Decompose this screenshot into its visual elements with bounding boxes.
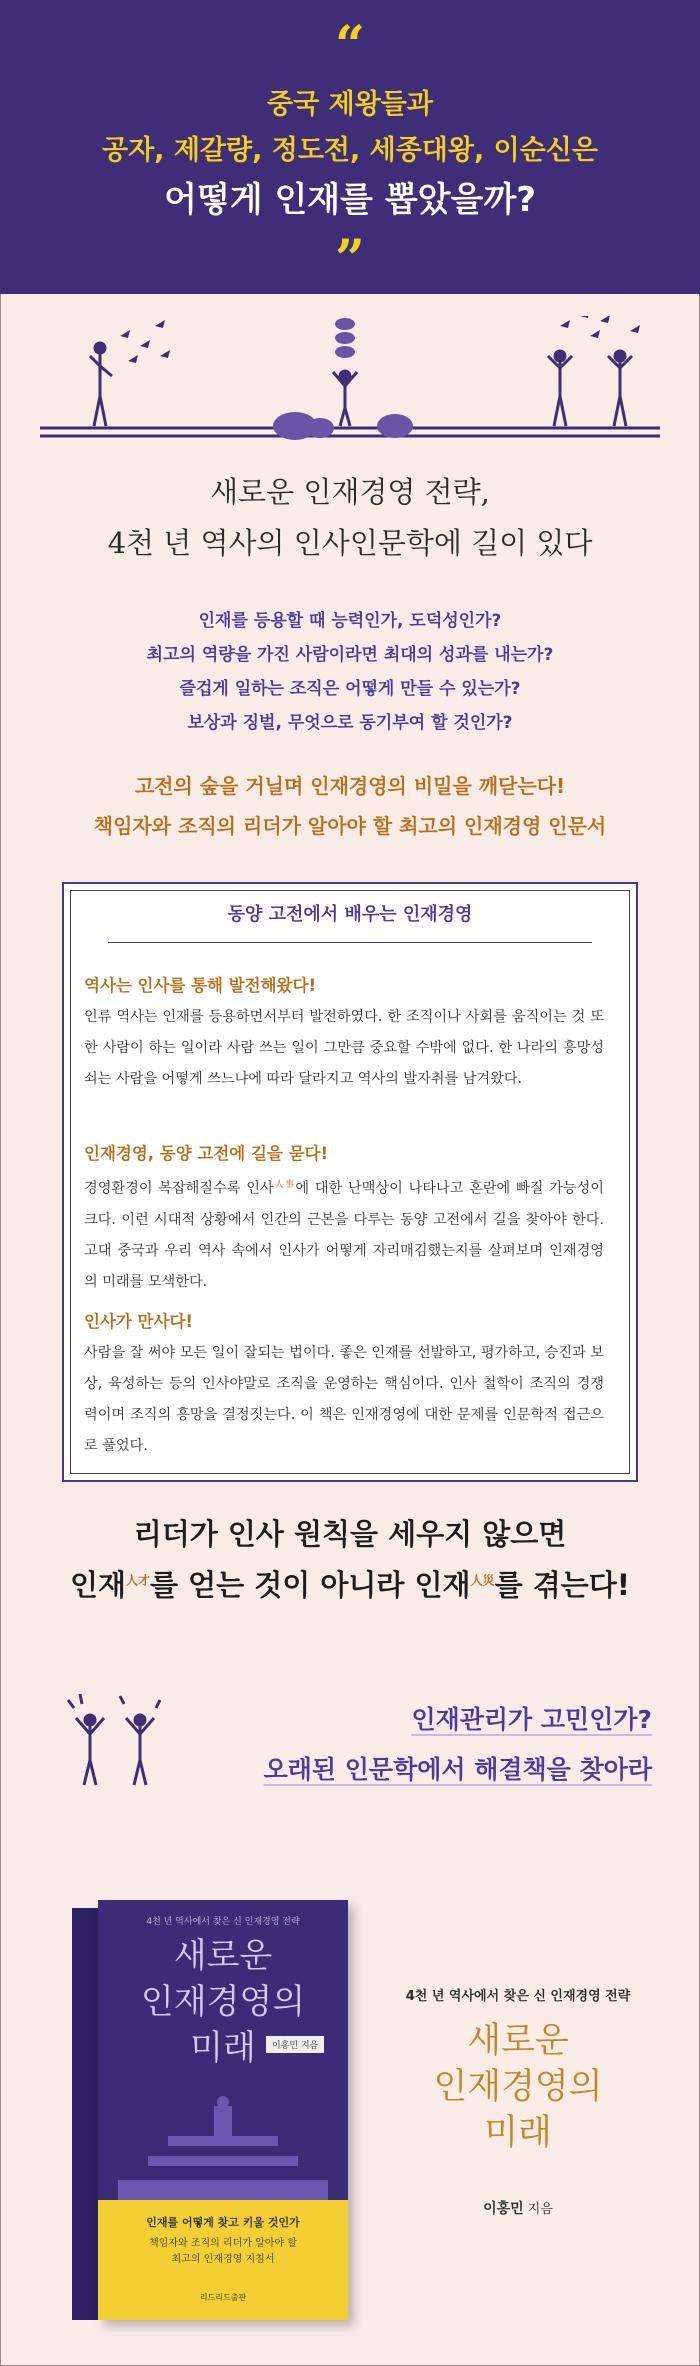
right-author	[368, 2198, 668, 2218]
statement-line-1: 리더가 인사 원칙을 세우지 않으면	[133, 1517, 567, 1551]
book-yellow-text: 최고의 인재경영 지침서	[171, 2254, 275, 2265]
section-heading: 역사는 인사를 통해 발전해왔다!	[84, 976, 316, 995]
section-body-part: 에 대한 난맥상이 나타나고 혼란에 빠질 가능성이 크다. 이런 시대적 상황에서 인간의 근본을 다루는 동양 고전에서 길을 찾아야 한다. 고대 중국과 우리 역사 속에서 인사가 어떻게 자리매김했는지를 살펴보며 인재경영의 미래를 모색한다.	[84, 1180, 604, 1290]
header-banner	[0, 0, 700, 294]
box-section-3	[84, 1310, 604, 1462]
book-title-line: 미래	[190, 2028, 256, 2068]
main-heading-line-1: 새로운 인재경영 전략,	[210, 475, 490, 509]
box-section-2	[84, 1142, 604, 1298]
book-yellow-band	[98, 2200, 348, 2320]
right-subtitle: 4천 년 역사에서 찾은 신 인재경영 전략	[405, 1989, 631, 2004]
open-quote-mark: “	[335, 15, 365, 76]
hanja-annotation: 人災	[470, 1573, 495, 1588]
book-top-text: 4천 년 역사에서 찾은 신 인재경영 전략	[146, 1917, 300, 1927]
book-publisher: 리드리드출판	[199, 2293, 247, 2302]
ask-line-2: 오래된 인문학에서 해결책을 찾아라	[263, 1755, 652, 1784]
ask-line-1: 인재관리가 고민인가?	[411, 1705, 652, 1734]
author-name: 이홍민	[483, 2201, 524, 2217]
statement-part: 인재	[70, 1568, 127, 1602]
question-item: 보상과 징벌, 무엇으로 동기부여 할 것인가?	[187, 713, 513, 733]
author-suffix: 지음	[523, 2202, 553, 2217]
cheering-people-icon	[60, 1690, 170, 1790]
main-heading-line-2: 4천 년 역사의 인사인문학에 길이 있다	[107, 526, 593, 560]
tagline-line-1: 고전의 숲을 거닐며 인재경영의 비밀을 깨닫는다!	[134, 774, 566, 798]
right-title-line: 인재경영의	[433, 2067, 603, 2107]
book-title-line: 새로운	[173, 1936, 273, 1976]
right-title-line: 미래	[484, 2113, 552, 2153]
header-line-2: 공자, 제갈량, 정도전, 세종대왕, 이순신은	[102, 135, 598, 166]
section-heading: 인사가 만사다!	[84, 1312, 193, 1331]
book-title-line: 인재경영의	[140, 1982, 306, 2022]
book-front	[98, 1900, 348, 2320]
statement-line-2	[0, 1563, 700, 1604]
info-box-divider	[108, 942, 592, 943]
right-title-line: 새로운	[467, 2021, 569, 2061]
book-spine	[72, 1908, 98, 2320]
info-box	[62, 882, 638, 1482]
hanja-annotation: 人事	[273, 1180, 296, 1190]
info-box-title: 동양 고전에서 배우는 인재경영	[227, 904, 473, 925]
statement-part: 를 얻는 것이 아니라 인재	[150, 1568, 471, 1602]
statement-part: 를 겪는다!	[494, 1568, 630, 1602]
book-cover	[72, 1900, 348, 2320]
tagline-line-2: 책임자와 조직의 리더가 알아야 할 최고의 인재경영 인문서	[93, 814, 607, 838]
close-quote-mark: ”	[335, 229, 365, 290]
book-yellow-headline: 인재를 어떻게 찾고 키울 것인가	[146, 2216, 300, 2229]
book-yellow-text: 책임자와 조직의 리더가 알아야 할	[149, 2238, 297, 2249]
header-line-1: 중국 제왕들과	[267, 89, 433, 120]
section-body: 인류 역사는 인재를 등용하면서부터 발전하였다. 한 조직이나 사회를 움직이는 것 또한 사람이 하는 일이라 사람 쓰는 일이 그만큼 중요할 수밖에 없다. 한 나라의 흥망성쇠는 사람을 어떻게 쓰느냐에 따라 달라지고 역사의 발자취를 남겨왔다.	[84, 1009, 604, 1087]
section-body: 사람을 잘 써야 모든 일이 잘되는 법이다. 좋은 인재를 선발하고, 평가하고, 승진과 보상, 육성하는 등의 인사야말로 조직을 운영하는 핵심이다. 인사 철학이 조직의 경쟁력이며 조직의 흥망을 결정짓는다. 이 책은 인재경영에 대한 문제를 인문학적 접근으로 풀었다.	[84, 1345, 604, 1454]
box-section-1	[84, 974, 604, 1095]
section-heading: 인재경영, 동양 고전에 길을 묻다!	[84, 1144, 328, 1163]
people-illustration	[0, 316, 700, 446]
question-item: 최고의 역량을 가진 사람이라면 최대의 성과를 내는가?	[146, 645, 554, 665]
header-line-3: 어떻게 인재를 뽑았을까?	[164, 180, 536, 220]
hanja-annotation: 人才	[126, 1573, 151, 1588]
section-body-part: 경영환경이 복잡해질수록 인사	[84, 1180, 274, 1197]
book-cover-illustration	[118, 2096, 328, 2200]
book-author-tag: 이홍민 지음	[266, 2036, 324, 2053]
question-list	[0, 604, 700, 740]
question-item: 인재를 등용할 때 능력인가, 도덕성인가?	[198, 611, 502, 631]
section-body	[84, 1170, 604, 1298]
question-item: 즐겁게 일하는 조직은 어떻게 만들 수 있는가?	[179, 679, 521, 699]
